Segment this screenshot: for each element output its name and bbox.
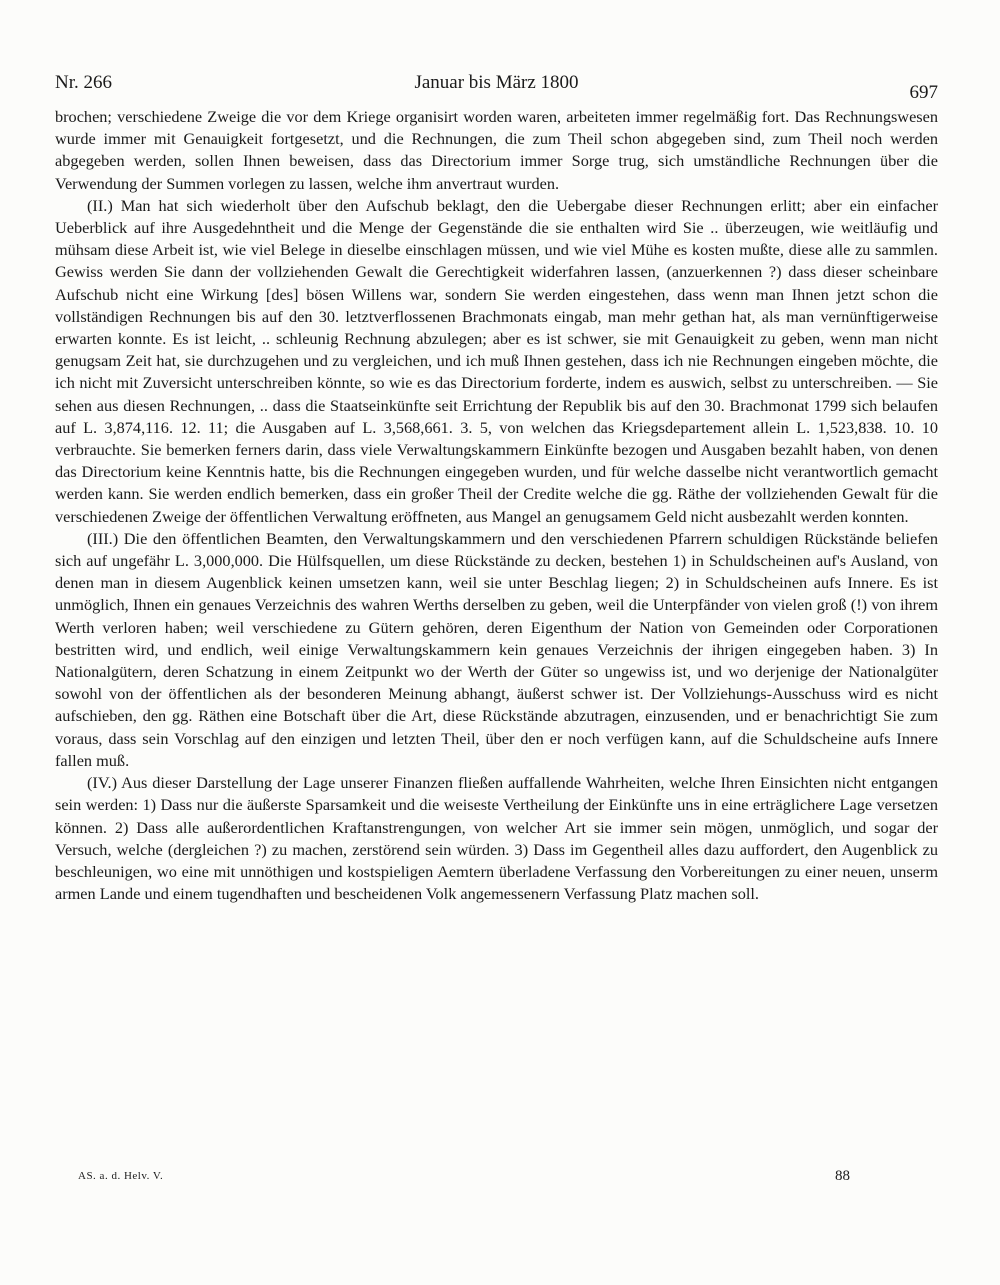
page-number: 697 bbox=[909, 82, 938, 103]
paragraph-ii: (II.) Man hat sich wiederholt über den Aufschub beklagt, den die Uebergabe dieser Rechnungen erlitt; aber ein einfacher Ueberblick auf ihre Ausgedehntheit und die Menge der Gegenstände die sie enthalten wird Sie .. überzeugen, wie weitläufig und mühsam diese Arbeit ist, wie viel Belege in dieselbe einschlagen müssen, und wie viel Mühe es kosten mußte, diese alle zu sammlen. Gewiss werden Sie dann der vollziehenden Gewalt die Gerechtigkeit widerfahren lassen, (anzuerkennen ?) dass dieser scheinbare Aufschub nicht eine Wirkung [des] bösen Willens war, sondern Sie werden eingestehen, dass wenn man Ihnen jetzt schon die vollständigen Rechnungen bis auf den 30. letztverflossenen Brachmonats eingab, man mehr gethan hat, als man vernünftigerweise erwarten konnte. Es ist leicht, .. schleunig Rechnung abzulegen; aber es ist schwer, sie mit Genauigkeit zu geben, wenn man nicht genugsam Zeit hat, sie durchzugehen und zu vergleichen, und ich muß Ihnen gestehen, dass ich nie Rechnungen eingeben möchte, die ich nicht mit Zuversicht unterschreiben könnte, so wie es das Directorium forderte, indem es auswich, selbst zu unterschreiben. — Sie sehen aus diesen Rechnungen, .. dass die Staatseinkünfte seit Errichtung der Republik bis auf den 30. Brachmonat 1799 sich belaufen auf L. 3,874,116. 12. 11; die Ausgaben auf L. 3,568,661. 3. 5, von welchen das Kriegsdepartement allein L. 1,523,838. 10. 10 verbrauchte. Sie bemerken ferners darin, dass viele Verwaltungskammern Einkünfte bezogen und Ausgaben bezahlt haben, von denen das Directorium keine Kenntnis hatte, bis die Rechnungen eingegeben wurden, und für welche dasselbe nicht verantwortlich gemacht werden kann. Sie werden endlich bemerken, dass ein großer Theil der Credite welche die gg. Räthe der vollziehenden Gewalt für die verschiedenen Zweige der öffentlichen Verwaltung eröffneten, aus Mangel an genugsamem Geld nicht ausbezahlt werden konnten. bbox=[55, 195, 938, 526]
body-text bbox=[55, 106, 938, 905]
paragraph-iii: (III.) Die den öffentlichen Beamten, den Verwaltungskammern und den verschiedenen Pfarrern schuldigen Rückstände beliefen sich auf ungefähr L. 3,000,000. Die Hülfsquellen, um diese Rückstände zu decken, bestehen 1) in Schuldscheinen auf's Ausland, von denen man in diesem Augenblick keinen umsetzen kann, weil sie unter Beschlag liegen; 2) in Schuldscheinen aufs Innere. Es ist unmöglich, Ihnen ein genaues Verzeichnis des wahren Werths derselben zu geben, weil die Unterpfänder von vielen groß (!) von ihrem Werth verloren haben; weil verschiedene zu Gütern gehören, deren Eigenthum der Nation von Gemeinden oder Corporationen bestritten wird, und endlich, weil einige Verwaltungskammern kein genaues Verzeichnis der ihrigen eingegeben haben. 3) In Nationalgütern, deren Schatzung in einem Zeitpunkt wo der Werth der Güter so ungewiss ist, und wo derjenige der Nationalgüter sowohl von der öffentlichen als der besonderen Meinung abhangt, äußerst schwer ist. Der Vollziehungs-Ausschuss wird es nicht aufschieben, den gg. Räthen eine Botschaft über die Art, diese Rückstände abzutragen, einzusenden, und er benachrichtigt Sie zum voraus, dass sein Vorschlag auf den einzigen und letzten Theil, über den er noch verfügen kann, auf die Schuldscheine aufs Innere fallen muß. bbox=[55, 528, 938, 770]
sheet-signature: 88 bbox=[835, 1168, 850, 1184]
paragraph-iv: (IV.) Aus dieser Darstellung der Lage unserer Finanzen fließen auffallende Wahrheiten, welche Ihren Einsichten nicht entgangen sein werden: 1) Dass nur die äußerste Sparsamkeit und die weiseste Vertheilung der Einkünfte uns in eine erträglichere Lage versetzen können. 2) Dass alle außerordentlichen Kraftanstrengungen, von welcher Art sie immer sein mögen, unmöglich, und sogar der Versuch, welche (dergleichen ?) zu machen, zerstörend sein würden. 3) Dass im Gegentheil alles dazu auffordert, den Augenblick zu beschleunigen, wo eine mit unnöthigen und kostspieligen Aemtern überladene Verfassung den Vorbereitungen zu einer neuen, unserm armen Lande und einem tugendhaften und bescheidenen Volk angemessenern Verfassung Platz machen soll. bbox=[55, 773, 938, 904]
running-title: Januar bis März 1800 bbox=[414, 72, 579, 93]
running-header bbox=[55, 72, 938, 103]
document-number: Nr. 266 bbox=[55, 72, 112, 93]
paragraph-continuation: brochen; verschiedene Zweige die vor dem Kriege organisirt worden waren, arbeiteten immer regelmäßig fort. Das Rechnungswesen wurde immer mit Genauigkeit fortgesetzt, und die Rechnungen, die zum Theil schon abgegeben sind, zum Theil noch werden abgegeben werden, sollen Ihnen beweisen, dass das Directorium immer Sorge trug, sich umständliche Rechnungen über die Verwendung der Summen vorlegen zu lassen, welche ihm anvertraut wurden. bbox=[55, 107, 938, 193]
source-note: AS. a. d. Helv. V. bbox=[78, 1170, 164, 1182]
page-footer bbox=[78, 1166, 850, 1186]
